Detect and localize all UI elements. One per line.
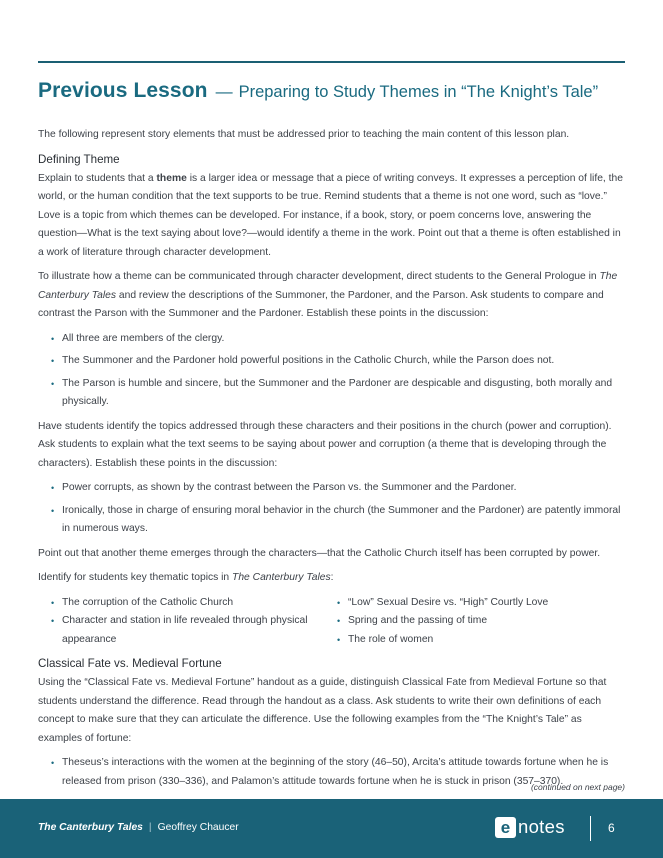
text-run: Identify for students key thematic topics in [38, 572, 233, 583]
book-title-italic: The Canterbury Tales [232, 572, 331, 583]
list-item: • The Parson is humble and sincere, but the Summoner and the Pardoner are despicable and disgusting, both morally and physically. [38, 375, 628, 412]
list-item: • The corruption of the Catholic Church [38, 594, 324, 613]
list-item: • Character and station in life revealed through physical appearance [38, 612, 324, 649]
list-item: • All three are members of the clergy. [38, 330, 628, 349]
enotes-logo-text: notes [518, 816, 565, 837]
text-run: : [330, 572, 334, 583]
list-item: • “Low” Sexual Desire vs. “High” Courtly Love [324, 594, 614, 613]
section-heading-defining-theme: Defining Theme [38, 152, 120, 166]
section-heading-fate-fortune: Classical Fate vs. Medieval Fortune [38, 657, 222, 670]
book-title-italic: The Canterbury Tales [38, 271, 618, 301]
discussion-points-list [38, 330, 628, 412]
list-item: • Power corrupts, as shown by the contrast between the Parson vs. the Summoner and the Pardoner. [38, 479, 628, 498]
continued-note: (continued on next page) [530, 782, 625, 792]
page-number: 6 [608, 821, 615, 835]
list-item: • Ironically, those in charge of ensuring moral behavior in the church (the Summoner and the Pardoner) are patently immoral in numerous ways. [38, 502, 628, 539]
footer-author: Geoffrey Chaucer [157, 822, 239, 833]
title-dash: — [215, 82, 233, 101]
list-item: • Theseus’s interactions with the women at the beginning of the story (46–50), Arcita’s attitude towards fortune when he is released from prison (330–336), and Palamon’s attitude towards fortune when he is stuck in prison (357–370). [38, 754, 628, 791]
footer-citation [38, 822, 239, 833]
footer-book-title: The Canterbury Tales [38, 822, 143, 833]
page-title [38, 79, 638, 103]
footer-divider [590, 816, 591, 841]
character-development-paragraph [38, 268, 628, 324]
footer-separator: | [148, 822, 152, 833]
text-run: is a larger idea or message that a piece of writing conveys. It expresses a perception of life, the world, or the human condition that the text supports to be true. Remind students that a theme is not one word, such as “love.” Love is a topic from which themes can be developed. For instance, if a book, story, or poem concerns love, answering the question—What is the text saying about love?—would identify a theme in the work. Point out that a theme is often established in a work of literature through character development. [38, 172, 623, 258]
theme-definition-paragraph [38, 170, 628, 263]
lesson-content [38, 126, 628, 797]
fate-fortune-paragraph: Using the “Classical Fate vs. Medieval Fortune” handout as a guide, distinguish Classical Fate from Medieval Fortune so that students understand the difference. Read through the handout as a class. Ask students to write their own definitions of each concept to make sure that they can articulate the difference. Use the following examples from the “The Knight’s Tale” as examples of fortune: [38, 677, 607, 744]
enotes-logo-icon: e [495, 817, 516, 838]
church-theme-paragraph: Point out that another theme emerges through the characters—that the Catholic Church itself has been corrupted by power. [38, 547, 601, 559]
lesson-title: Previous Lesson [38, 79, 208, 102]
list-item: • The Summoner and the Pardoner hold powerful positions in the Catholic Church, while the Parson does not. [38, 352, 628, 371]
text-run: Explain to students that a [38, 172, 157, 184]
text-run: and review the descriptions of the Summoner, the Pardoner, and the Parson. Ask students to compare and contrast the Parson with the Summoner and the Pardoner. Establish these points in the discussion: [38, 289, 604, 319]
topics-paragraph: Have students identify the topics addressed through these characters and their positions in the church (power and corruption). Ask students to explain what the text seems to be saying about power and corruption (a theme that is developing through the characters). Establish these points in the discussion: [38, 420, 612, 469]
key-topics-paragraph [38, 569, 628, 588]
enotes-logo [495, 816, 565, 838]
lesson-subtitle: Preparing to Study Themes in “The Knight’s Tale” [238, 83, 599, 101]
bold-term: theme [156, 172, 187, 184]
topics-right-column [324, 594, 614, 650]
footer [0, 799, 663, 858]
list-item: • Spring and the passing of time [324, 612, 614, 631]
thematic-topics-columns [38, 594, 628, 650]
intro-paragraph: The following represent story elements that must be addressed prior to teaching the main content of this lesson plan. [38, 129, 570, 140]
topics-left-column [38, 594, 324, 650]
list-item: • The role of women [324, 631, 614, 650]
text-run: To illustrate how a theme can be communicated through character development, direct students to the General Prologue in [38, 271, 600, 282]
power-corruption-list [38, 479, 628, 539]
top-rule [38, 61, 625, 63]
